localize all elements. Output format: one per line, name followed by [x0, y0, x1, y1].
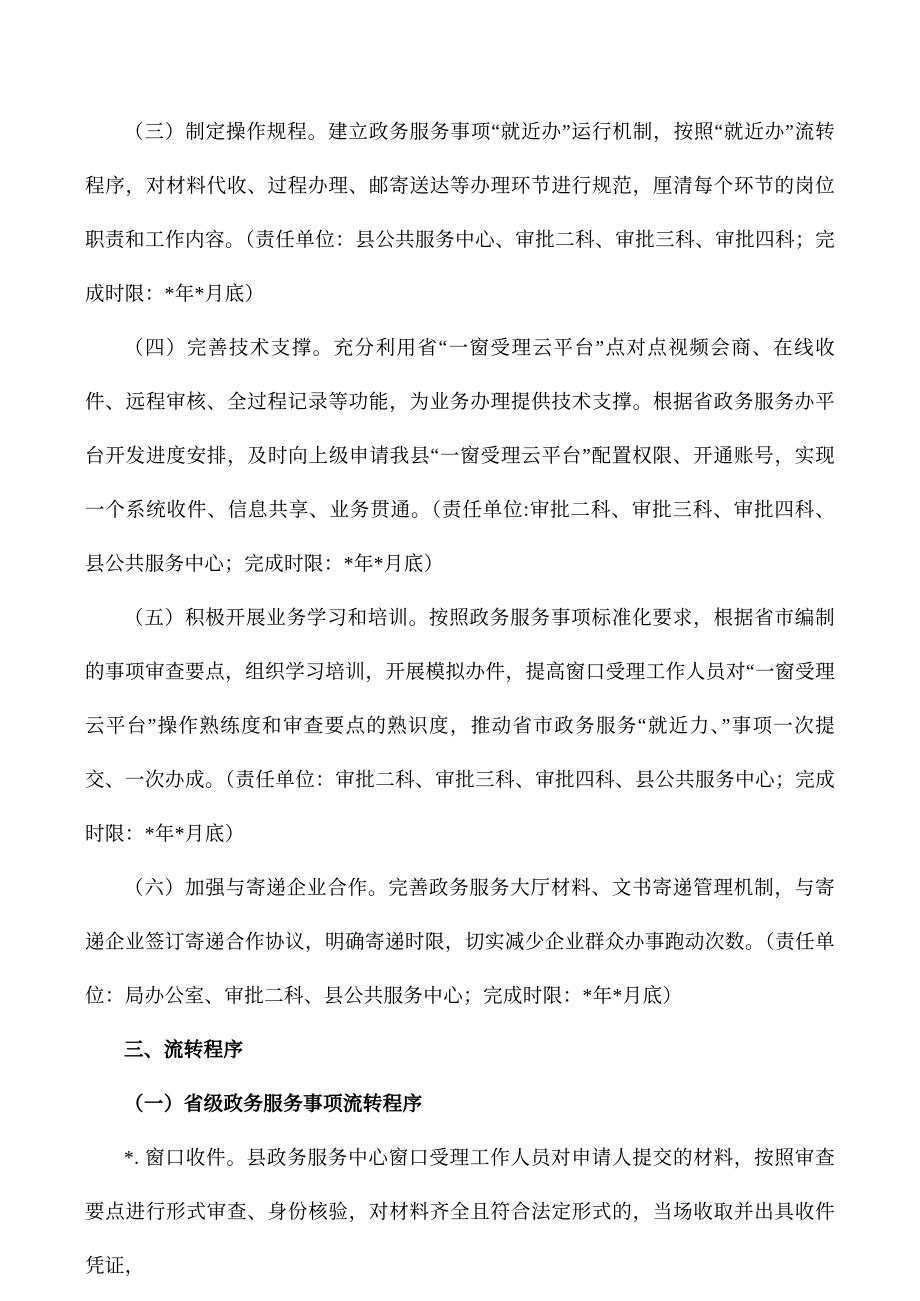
paragraph-item-6: （六）加强与寄递企业合作。完善政务服务大厅材料、文书寄递管理机制，与寄递企业签订寄递合作协议，明确寄递时限，切实减少企业群众办事跑动次数。（责任单位：局办公室、审批二科、县公共服务中心；完成时限：*年*月底）: [85, 878, 835, 1007]
paragraph-item-3: （三）制定操作规程。建立政务服务事项“就近办”运行机制，按照“就近办”流转程序，对材料代收、过程办理、邮寄送达等办理环节进行规范，厘清每个环节的岗位职责和工作内容。（责任单位：县公共服务中心、审批二科、审批三科、审批四科；完成时限：*年*月底）: [85, 122, 835, 305]
subsection-heading-1: （一）省级政务服务事项流转程序: [124, 1094, 423, 1115]
document-body: [85, 106, 835, 1294]
paragraph-item-4: （四）完善技术支撑。充分利用省“一窗受理云平台”点对点视频会商、在线收件、远程审核、全过程记录等功能，为业务办理提供技术支撑。根据省政务服务办平台开发进度安排，及时向上级申请我县“一窗受理云平台”配置权限、开通账号，实现一个系统收件、信息共享、业务贯通。（责任单位:审批二科、审批三科、审批四科、县公共服务中心；完成时限：*年*月底）: [85, 338, 835, 575]
paragraph-window-intake: *. 窗口收件。县政务服务中心窗口受理工作人员对申请人提交的材料，按照审查要点进行形式审查、身份核验，对材料齐全且符合法定形式的，当场收取并出具收件凭证，: [85, 1148, 835, 1277]
paragraph-item-5: （五）积极开展业务学习和培训。按照政务服务事项标准化要求，根据省市编制的事项审查要点，组织学习培训，开展模拟办件，提高窗口受理工作人员对“一窗受理云平台”操作熟练度和审查要点的熟识度，推动省市政务服务“就近力、”事项一次提交、一次办成。（责任单位：审批二科、审批三科、审批四科、县公共服务中心；完成时限：*年*月底）: [85, 608, 835, 845]
section-heading-3: 三、流转程序: [124, 1040, 244, 1061]
